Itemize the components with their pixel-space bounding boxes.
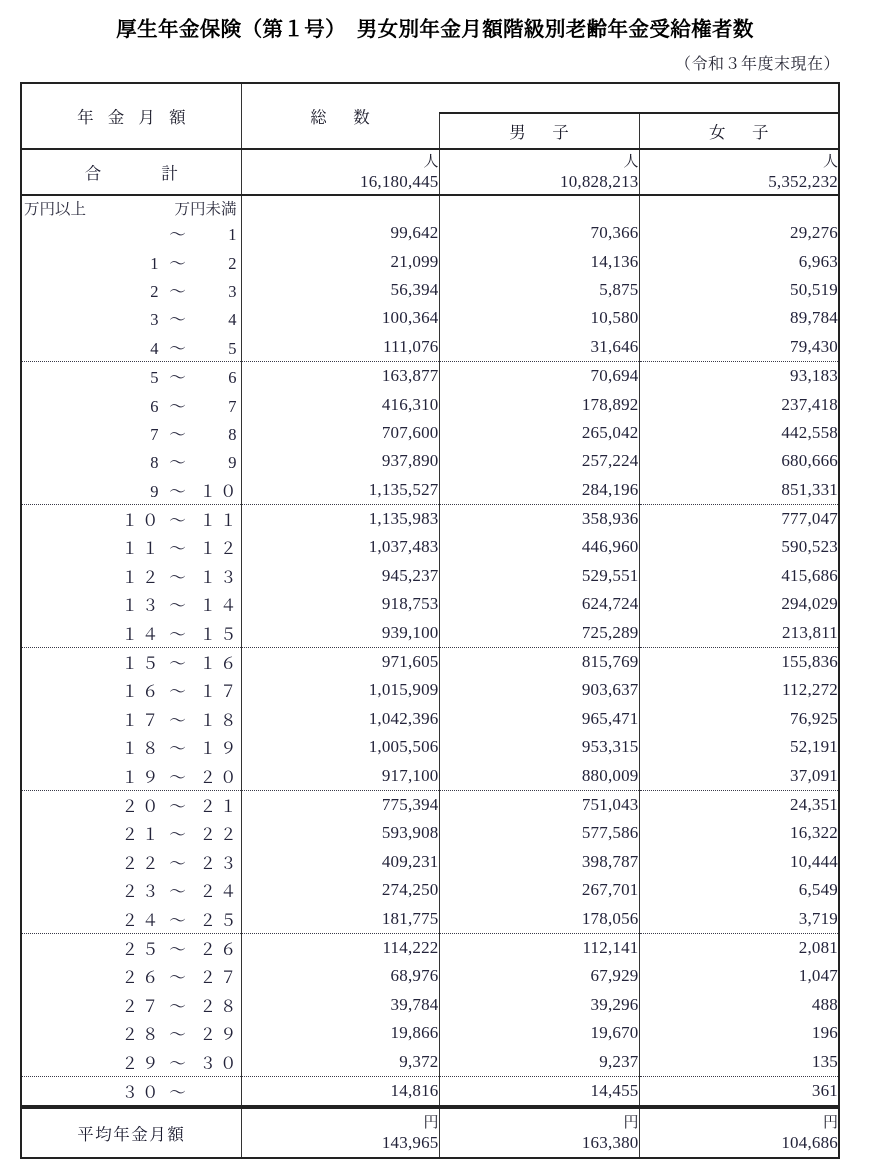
row-value-male: 14,455 xyxy=(439,1076,639,1106)
average-value-male xyxy=(439,1108,639,1158)
row-value-female: 93,183 xyxy=(639,361,839,390)
table-row xyxy=(21,247,839,275)
range-tilde-icon: ～ xyxy=(169,481,186,501)
cut-off-footnote xyxy=(34,1026,834,1031)
average-value-total xyxy=(241,1108,439,1158)
range-lower-bound: 3 xyxy=(150,310,163,330)
range-caption-cell xyxy=(21,195,241,219)
table-row xyxy=(21,848,839,876)
average-number-female: 104,686 xyxy=(781,1132,838,1152)
range-lower-bound: １７ xyxy=(121,710,163,730)
range-tilde-icon: ～ xyxy=(169,396,186,416)
row-range-label xyxy=(21,276,241,304)
range-lower-bound: 7 xyxy=(150,424,163,444)
row-value-male: 19,670 xyxy=(439,1019,639,1047)
row-range-label xyxy=(21,219,241,247)
row-value-total: 114,222 xyxy=(241,933,439,962)
table-row xyxy=(21,476,839,505)
table-row xyxy=(21,1076,839,1106)
range-tilde-icon: ～ xyxy=(169,682,186,702)
row-range-label xyxy=(21,304,241,332)
range-tilde-icon: ～ xyxy=(169,539,186,559)
row-range-label xyxy=(21,705,241,733)
table-footer xyxy=(21,1106,839,1158)
row-range-label xyxy=(21,1019,241,1047)
row-value-female: 24,351 xyxy=(639,790,839,819)
range-upper-bound: １２ xyxy=(199,539,241,559)
range-lower-bound: 6 xyxy=(150,396,163,416)
row-value-male: 903,637 xyxy=(439,676,639,704)
row-value-total: 971,605 xyxy=(241,647,439,676)
table-row xyxy=(21,562,839,590)
header-total: 総 数 xyxy=(241,83,439,149)
range-tilde-icon: ～ xyxy=(169,882,186,902)
table-row xyxy=(21,876,839,904)
range-upper-bound: 4 xyxy=(228,310,241,330)
range-tilde-icon: ～ xyxy=(169,424,186,444)
row-value-female: 3,719 xyxy=(639,904,839,933)
row-value-female: 76,925 xyxy=(639,705,839,733)
pension-distribution-table xyxy=(20,82,840,1159)
row-value-male: 529,551 xyxy=(439,562,639,590)
row-value-female: 237,418 xyxy=(639,390,839,418)
range-upper-bound: 9 xyxy=(228,453,241,473)
range-upper-bound: ２５ xyxy=(199,910,241,930)
range-upper-bound: 6 xyxy=(228,368,241,388)
row-range-label xyxy=(21,848,241,876)
row-value-female: 6,549 xyxy=(639,876,839,904)
table-row xyxy=(21,761,839,790)
row-range-label xyxy=(21,647,241,676)
range-tilde-icon: ～ xyxy=(169,767,186,787)
row-value-male: 39,296 xyxy=(439,991,639,1019)
range-upper-bound: １６ xyxy=(199,654,241,674)
row-value-female: 50,519 xyxy=(639,276,839,304)
range-upper-bound: 7 xyxy=(228,396,241,416)
row-value-total: 775,394 xyxy=(241,790,439,819)
row-value-female: 488 xyxy=(639,991,839,1019)
row-value-total: 21,099 xyxy=(241,247,439,275)
range-lower-bound: ２２ xyxy=(121,853,163,873)
row-range-label xyxy=(21,333,241,362)
row-value-total: 19,866 xyxy=(241,1019,439,1047)
row-range-label xyxy=(21,933,241,962)
range-caption-spacer-total xyxy=(241,195,439,219)
range-tilde-icon: ～ xyxy=(169,281,186,301)
table-row xyxy=(21,1047,839,1076)
row-value-male: 725,289 xyxy=(439,618,639,647)
table-row xyxy=(21,590,839,618)
row-range-label xyxy=(21,676,241,704)
row-value-total: 917,100 xyxy=(241,761,439,790)
row-value-female: 52,191 xyxy=(639,733,839,761)
row-value-female: 851,331 xyxy=(639,476,839,505)
row-value-male: 9,237 xyxy=(439,1047,639,1076)
row-range-label xyxy=(21,962,241,990)
range-tilde-icon: ～ xyxy=(169,338,186,358)
range-lower-bound: １９ xyxy=(121,767,163,787)
row-value-male: 112,141 xyxy=(439,933,639,962)
header-spacer-female xyxy=(639,83,839,113)
row-value-female: 213,811 xyxy=(639,618,839,647)
table-row xyxy=(21,361,839,390)
row-range-label xyxy=(21,1047,241,1076)
unit-label-yen-total: 円 xyxy=(423,1114,439,1131)
row-value-male: 953,315 xyxy=(439,733,639,761)
range-tilde-icon: ～ xyxy=(169,253,186,273)
table-row xyxy=(21,933,839,962)
range-upper-bound: ２３ xyxy=(199,853,241,873)
unit-label-male: 人 xyxy=(623,153,639,170)
row-value-male: 358,936 xyxy=(439,504,639,533)
row-value-total: 937,890 xyxy=(241,447,439,475)
row-range-label xyxy=(21,361,241,390)
row-value-female: 1,047 xyxy=(639,962,839,990)
row-range-label xyxy=(21,390,241,418)
row-range-label xyxy=(21,790,241,819)
row-value-female: 777,047 xyxy=(639,504,839,533)
range-upper-bound: ２６ xyxy=(199,939,241,959)
range-upper-bound: ２７ xyxy=(199,968,241,988)
row-value-male: 67,929 xyxy=(439,962,639,990)
table-row xyxy=(21,447,839,475)
range-upper-bound: １４ xyxy=(199,596,241,616)
range-tilde-icon: ～ xyxy=(169,797,186,816)
table-row xyxy=(21,618,839,647)
average-number-male: 163,380 xyxy=(581,1132,639,1152)
row-value-total: 181,775 xyxy=(241,904,439,933)
range-lower-bound: 9 xyxy=(150,481,163,501)
row-value-female: 10,444 xyxy=(639,848,839,876)
range-tilde-icon: ～ xyxy=(169,654,186,674)
range-upper-bound: ３０ xyxy=(199,1053,241,1073)
table-row xyxy=(21,790,839,819)
table-row xyxy=(21,219,839,247)
row-value-male: 446,960 xyxy=(439,533,639,561)
range-tilde-icon: ～ xyxy=(169,453,186,473)
table-row xyxy=(21,333,839,362)
range-tilde-icon: ～ xyxy=(169,567,186,587)
table-row xyxy=(21,904,839,933)
grand-total-number-total: 16,180,445 xyxy=(360,171,439,191)
row-value-total: 39,784 xyxy=(241,991,439,1019)
row-value-total: 99,642 xyxy=(241,219,439,247)
row-range-label xyxy=(21,504,241,533)
range-tilde-icon: ～ xyxy=(169,368,186,388)
table-row xyxy=(21,819,839,847)
range-tilde-icon: ～ xyxy=(169,910,186,930)
row-value-total: 100,364 xyxy=(241,304,439,332)
range-tilde-icon: ～ xyxy=(169,996,186,1016)
row-value-total: 707,600 xyxy=(241,419,439,447)
header-spacer-male xyxy=(439,83,639,113)
range-tilde-icon: ～ xyxy=(169,511,186,531)
range-upper-bound: 3 xyxy=(228,281,241,301)
range-upper-bound: １９ xyxy=(199,739,241,759)
row-value-female: 135 xyxy=(639,1047,839,1076)
range-tilde-icon: ～ xyxy=(169,710,186,730)
grand-total-label: 合 計 xyxy=(21,149,241,195)
row-range-label xyxy=(21,733,241,761)
range-upper-bound: ２８ xyxy=(199,996,241,1016)
row-value-female: 2,081 xyxy=(639,933,839,962)
range-caption-lower: 万円以上 xyxy=(24,200,87,218)
row-value-female: 294,029 xyxy=(639,590,839,618)
range-caption-spacer-male xyxy=(439,195,639,219)
row-value-female: 37,091 xyxy=(639,761,839,790)
table-row xyxy=(21,504,839,533)
row-range-label xyxy=(21,991,241,1019)
row-value-male: 284,196 xyxy=(439,476,639,505)
row-range-label xyxy=(21,533,241,561)
row-value-female: 590,523 xyxy=(639,533,839,561)
row-value-male: 880,009 xyxy=(439,761,639,790)
range-caption-row xyxy=(21,195,839,219)
row-value-male: 31,646 xyxy=(439,333,639,362)
row-value-male: 257,224 xyxy=(439,447,639,475)
table-row xyxy=(21,419,839,447)
range-lower-bound: １２ xyxy=(121,567,163,587)
table-row xyxy=(21,647,839,676)
range-lower-bound: 4 xyxy=(150,338,163,358)
table-row xyxy=(21,304,839,332)
row-value-total: 274,250 xyxy=(241,876,439,904)
unit-label-yen-male: 円 xyxy=(623,1114,639,1131)
range-tilde-icon: ～ xyxy=(169,1025,186,1045)
row-value-female: 680,666 xyxy=(639,447,839,475)
row-range-label xyxy=(21,1076,241,1106)
average-value-female xyxy=(639,1108,839,1158)
range-upper-bound: ２２ xyxy=(199,825,241,845)
row-value-male: 815,769 xyxy=(439,647,639,676)
range-lower-bound: １５ xyxy=(121,654,163,674)
row-range-label xyxy=(21,419,241,447)
range-caption-upper: 万円未満 xyxy=(174,200,237,218)
row-value-total: 111,076 xyxy=(241,333,439,362)
range-upper-bound: ２１ xyxy=(199,797,241,816)
range-tilde-icon: ～ xyxy=(169,939,186,959)
range-lower-bound: ２８ xyxy=(121,1025,163,1045)
range-tilde-icon: ～ xyxy=(169,310,186,330)
range-lower-bound: 5 xyxy=(150,368,163,388)
grand-total-number-male: 10,828,213 xyxy=(560,171,639,191)
unit-label-yen-female: 円 xyxy=(822,1114,838,1131)
row-range-label xyxy=(21,761,241,790)
row-value-female: 155,836 xyxy=(639,647,839,676)
range-tilde-icon: ～ xyxy=(169,225,186,245)
row-value-total: 409,231 xyxy=(241,848,439,876)
header-pension-monthly-amount: 年 金 月 額 xyxy=(21,83,241,149)
row-range-label xyxy=(21,447,241,475)
range-caption-spacer-female xyxy=(639,195,839,219)
row-value-total: 1,005,506 xyxy=(241,733,439,761)
row-value-total: 939,100 xyxy=(241,618,439,647)
range-lower-bound: ２７ xyxy=(121,996,163,1016)
range-tilde-icon: ～ xyxy=(169,624,186,644)
row-value-female: 442,558 xyxy=(639,419,839,447)
row-value-male: 965,471 xyxy=(439,705,639,733)
range-upper-bound: 1 xyxy=(228,225,241,245)
row-value-male: 178,892 xyxy=(439,390,639,418)
row-value-male: 265,042 xyxy=(439,419,639,447)
range-upper-bound: １７ xyxy=(199,682,241,702)
unit-label-female: 人 xyxy=(822,153,838,170)
range-lower-bound: １６ xyxy=(121,682,163,702)
range-tilde-icon: ～ xyxy=(169,596,186,616)
row-value-male: 577,586 xyxy=(439,819,639,847)
range-upper-bound: １５ xyxy=(199,624,241,644)
row-value-total: 1,042,396 xyxy=(241,705,439,733)
range-upper-bound: １０ xyxy=(199,481,241,501)
table-row xyxy=(21,533,839,561)
table-row xyxy=(21,991,839,1019)
grand-total-row xyxy=(21,149,839,195)
range-upper-bound: １１ xyxy=(199,511,241,531)
range-lower-bound: ２５ xyxy=(121,939,163,959)
header-female: 女 子 xyxy=(639,113,839,149)
row-value-female: 415,686 xyxy=(639,562,839,590)
row-value-male: 178,056 xyxy=(439,904,639,933)
grand-total-value-male xyxy=(439,149,639,195)
range-lower-bound: １８ xyxy=(121,739,163,759)
page-title: 厚生年金保険（第１号） 男女別年金月額階級別老齢年金受給権者数 xyxy=(116,19,754,41)
row-range-label xyxy=(21,904,241,933)
row-value-total: 163,877 xyxy=(241,361,439,390)
row-value-total: 1,135,527 xyxy=(241,476,439,505)
range-tilde-icon: ～ xyxy=(169,853,186,873)
range-upper-bound: １３ xyxy=(199,567,241,587)
row-value-female: 6,963 xyxy=(639,247,839,275)
row-value-male: 624,724 xyxy=(439,590,639,618)
row-range-label xyxy=(21,247,241,275)
range-lower-bound: ２１ xyxy=(121,825,163,845)
row-value-female: 79,430 xyxy=(639,333,839,362)
average-number-total: 143,965 xyxy=(381,1132,439,1152)
row-range-label xyxy=(21,590,241,618)
range-lower-bound: 8 xyxy=(150,453,163,473)
row-value-total: 56,394 xyxy=(241,276,439,304)
table-row xyxy=(21,676,839,704)
table-row xyxy=(21,733,839,761)
row-value-total: 593,908 xyxy=(241,819,439,847)
range-lower-bound: ２４ xyxy=(121,910,163,930)
grand-total-value-female xyxy=(639,149,839,195)
row-range-label xyxy=(21,562,241,590)
reference-date-note: （令和３年度末現在） xyxy=(674,56,840,73)
table-row xyxy=(21,705,839,733)
header-male: 男 子 xyxy=(439,113,639,149)
range-upper-bound: ２９ xyxy=(199,1025,241,1045)
row-range-label xyxy=(21,476,241,505)
row-value-male: 267,701 xyxy=(439,876,639,904)
row-value-male: 70,694 xyxy=(439,361,639,390)
range-lower-bound: 1 xyxy=(150,253,163,273)
table-row xyxy=(21,962,839,990)
row-value-female: 16,322 xyxy=(639,819,839,847)
range-upper-bound: ２４ xyxy=(199,882,241,902)
range-lower-bound: １３ xyxy=(121,596,163,616)
row-value-male: 398,787 xyxy=(439,848,639,876)
range-tilde-icon: ～ xyxy=(169,968,186,988)
row-value-male: 70,366 xyxy=(439,219,639,247)
table-header-row-1 xyxy=(21,83,839,113)
range-tilde-icon: ～ xyxy=(169,825,186,845)
statistics-table-wrapper xyxy=(20,82,838,1159)
range-tilde-icon: ～ xyxy=(169,1053,186,1073)
average-pension-label: 平均年金月額 xyxy=(21,1108,241,1158)
row-value-total: 918,753 xyxy=(241,590,439,618)
range-lower-bound: １０ xyxy=(121,511,163,531)
range-lower-bound: １１ xyxy=(121,539,163,559)
row-value-total: 1,135,983 xyxy=(241,504,439,533)
range-tilde-icon: ～ xyxy=(169,1082,186,1102)
row-value-total: 1,037,483 xyxy=(241,533,439,561)
range-lower-bound: ２０ xyxy=(121,797,163,816)
table-row xyxy=(21,390,839,418)
row-value-male: 10,580 xyxy=(439,304,639,332)
row-value-total: 945,237 xyxy=(241,562,439,590)
average-pension-row xyxy=(21,1108,839,1158)
range-upper-bound: 2 xyxy=(228,253,241,273)
row-value-male: 5,875 xyxy=(439,276,639,304)
range-upper-bound: １８ xyxy=(199,710,241,730)
row-value-male: 14,136 xyxy=(439,247,639,275)
range-tilde-icon: ～ xyxy=(169,739,186,759)
range-lower-bound: ２６ xyxy=(121,968,163,988)
range-upper-bound: ２０ xyxy=(199,767,241,787)
grand-total-value-total xyxy=(241,149,439,195)
range-lower-bound: ３０ xyxy=(121,1082,163,1102)
row-value-female: 196 xyxy=(639,1019,839,1047)
row-range-label xyxy=(21,876,241,904)
range-lower-bound: ２９ xyxy=(121,1053,163,1073)
row-value-total: 9,372 xyxy=(241,1047,439,1076)
row-value-total: 68,976 xyxy=(241,962,439,990)
row-value-female: 89,784 xyxy=(639,304,839,332)
range-upper-bound: 8 xyxy=(228,424,241,444)
row-value-male: 751,043 xyxy=(439,790,639,819)
table-row xyxy=(21,1019,839,1047)
table-row xyxy=(21,276,839,304)
row-range-label xyxy=(21,618,241,647)
row-value-total: 416,310 xyxy=(241,390,439,418)
row-range-label xyxy=(21,819,241,847)
row-value-total: 14,816 xyxy=(241,1076,439,1106)
row-value-female: 29,276 xyxy=(639,219,839,247)
row-value-female: 112,272 xyxy=(639,676,839,704)
range-lower-bound: 2 xyxy=(150,281,163,301)
row-value-female: 361 xyxy=(639,1076,839,1106)
range-lower-bound: ２３ xyxy=(121,882,163,902)
row-value-total: 1,015,909 xyxy=(241,676,439,704)
range-lower-bound: １４ xyxy=(121,624,163,644)
range-upper-bound: 5 xyxy=(228,338,241,358)
grand-total-number-female: 5,352,232 xyxy=(768,171,838,191)
unit-label-total: 人 xyxy=(423,153,439,170)
